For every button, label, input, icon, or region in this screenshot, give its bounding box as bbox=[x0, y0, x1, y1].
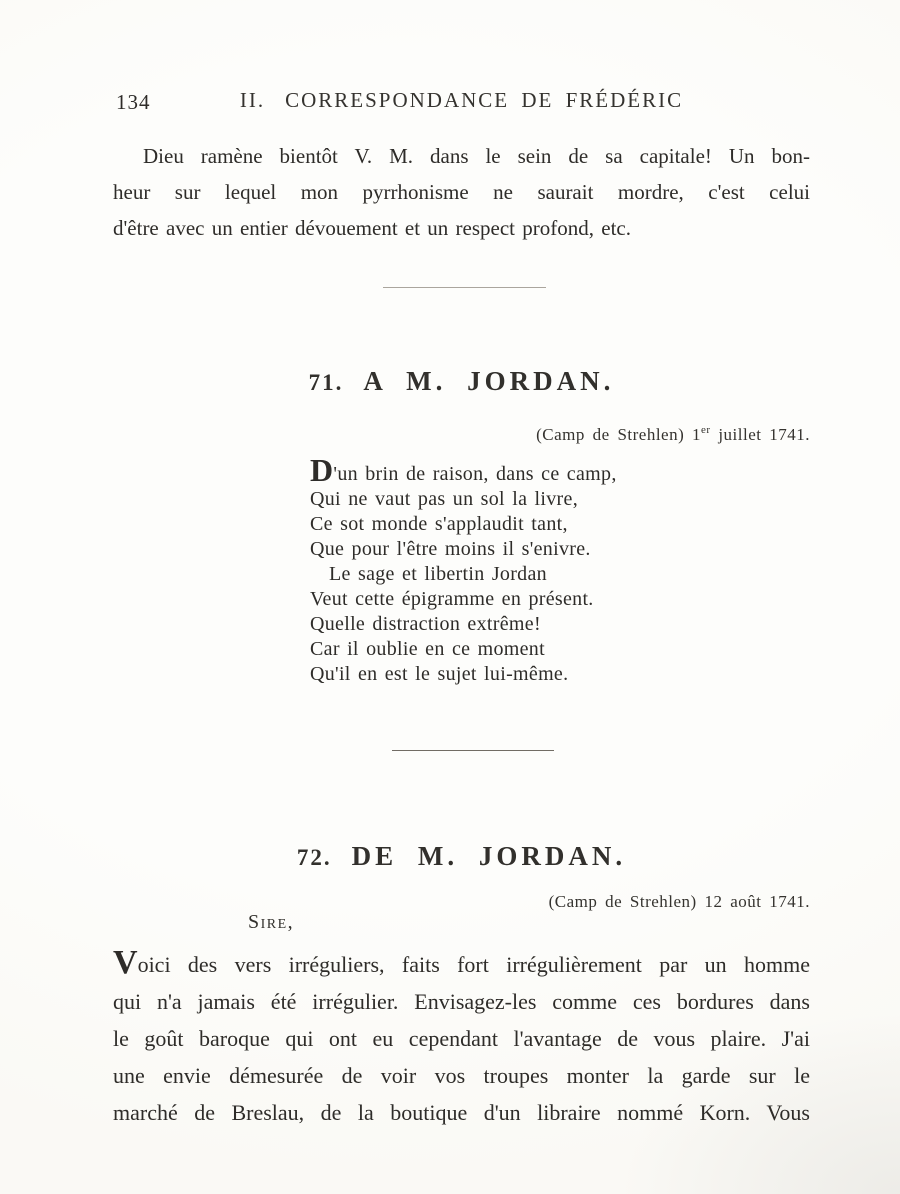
salutation: Sire, bbox=[248, 911, 295, 933]
poem-line-text: 'un brin de raison, dans ce camp, bbox=[333, 463, 617, 485]
paragraph-line-text: oici des vers irréguliers, faits fort irrégulièrement par un homme bbox=[137, 952, 810, 977]
poem bbox=[310, 452, 617, 687]
paragraph-line: heur sur lequel mon pyrrhonisme ne saurait mordre, c'est celui bbox=[113, 180, 810, 204]
paragraph-line: Dieu ramène bientôt V. M. dans le sein de sa capitale! Un bon- bbox=[143, 144, 810, 168]
paragraph-line: qui n'a jamais été irrégulier. Envisagez-les comme ces bordures dans bbox=[113, 989, 810, 1014]
paragraph-line: d'être avec un entier dévouement et un respect profond, etc. bbox=[113, 216, 631, 240]
letter-72-body bbox=[113, 944, 810, 1131]
paragraph-line: une envie démesurée de voir vos troupes monter la garde sur le bbox=[113, 1063, 810, 1088]
letter-number: 72. bbox=[296, 845, 332, 870]
poem-line: Quelle distraction extrême! bbox=[310, 613, 541, 635]
poem-line: Que pour l'être moins il s'enivre. bbox=[310, 538, 591, 560]
paragraph-line bbox=[113, 944, 810, 983]
dateline-text: (Camp de Strehlen) 1 bbox=[536, 425, 702, 444]
poem-line: Qui ne vaut pas un sol la livre, bbox=[310, 488, 578, 510]
poem-line bbox=[310, 452, 617, 488]
paragraph-line: marché de Breslau, de la boutique d'un libraire nommé Korn. Vous bbox=[113, 1100, 810, 1125]
letter-title: A M. JORDAN. bbox=[363, 366, 615, 396]
letter-72-heading bbox=[113, 841, 810, 872]
paragraph-line: le goût baroque qui ont eu cependant l'avantage de vous plaire. J'ai bbox=[113, 1026, 810, 1051]
letter-71-dateline bbox=[536, 424, 810, 445]
drop-cap-initial: D bbox=[310, 452, 334, 488]
section-divider bbox=[383, 287, 546, 288]
poem-line: Veut cette épigramme en présent. bbox=[310, 588, 594, 610]
drop-cap-initial: V bbox=[113, 944, 138, 981]
letter-71-heading bbox=[113, 366, 810, 397]
intro-paragraph bbox=[113, 138, 810, 246]
running-header-title: CORRESPONDANCE DE FRÉDÉRIC bbox=[285, 88, 684, 112]
poem-line: Qu'il en est le sujet lui-même. bbox=[310, 663, 569, 685]
running-header-chapter-number: II. bbox=[239, 88, 266, 112]
page-number: 134 bbox=[116, 90, 151, 114]
running-header bbox=[113, 88, 810, 113]
letter-72-dateline: (Camp de Strehlen) 12 août 1741. bbox=[548, 892, 810, 911]
poem-line: Le sage et libertin Jordan bbox=[329, 563, 547, 585]
letter-number: 71. bbox=[308, 370, 344, 395]
section-divider bbox=[392, 750, 554, 751]
letter-title: DE M. JORDAN. bbox=[351, 841, 627, 871]
poem-line: Ce sot monde s'applaudit tant, bbox=[310, 513, 568, 535]
dateline-ordinal-superscript: er bbox=[701, 424, 711, 436]
poem-line: Car il oublie en ce moment bbox=[310, 638, 545, 660]
dateline-text: juillet 1741. bbox=[710, 425, 810, 444]
